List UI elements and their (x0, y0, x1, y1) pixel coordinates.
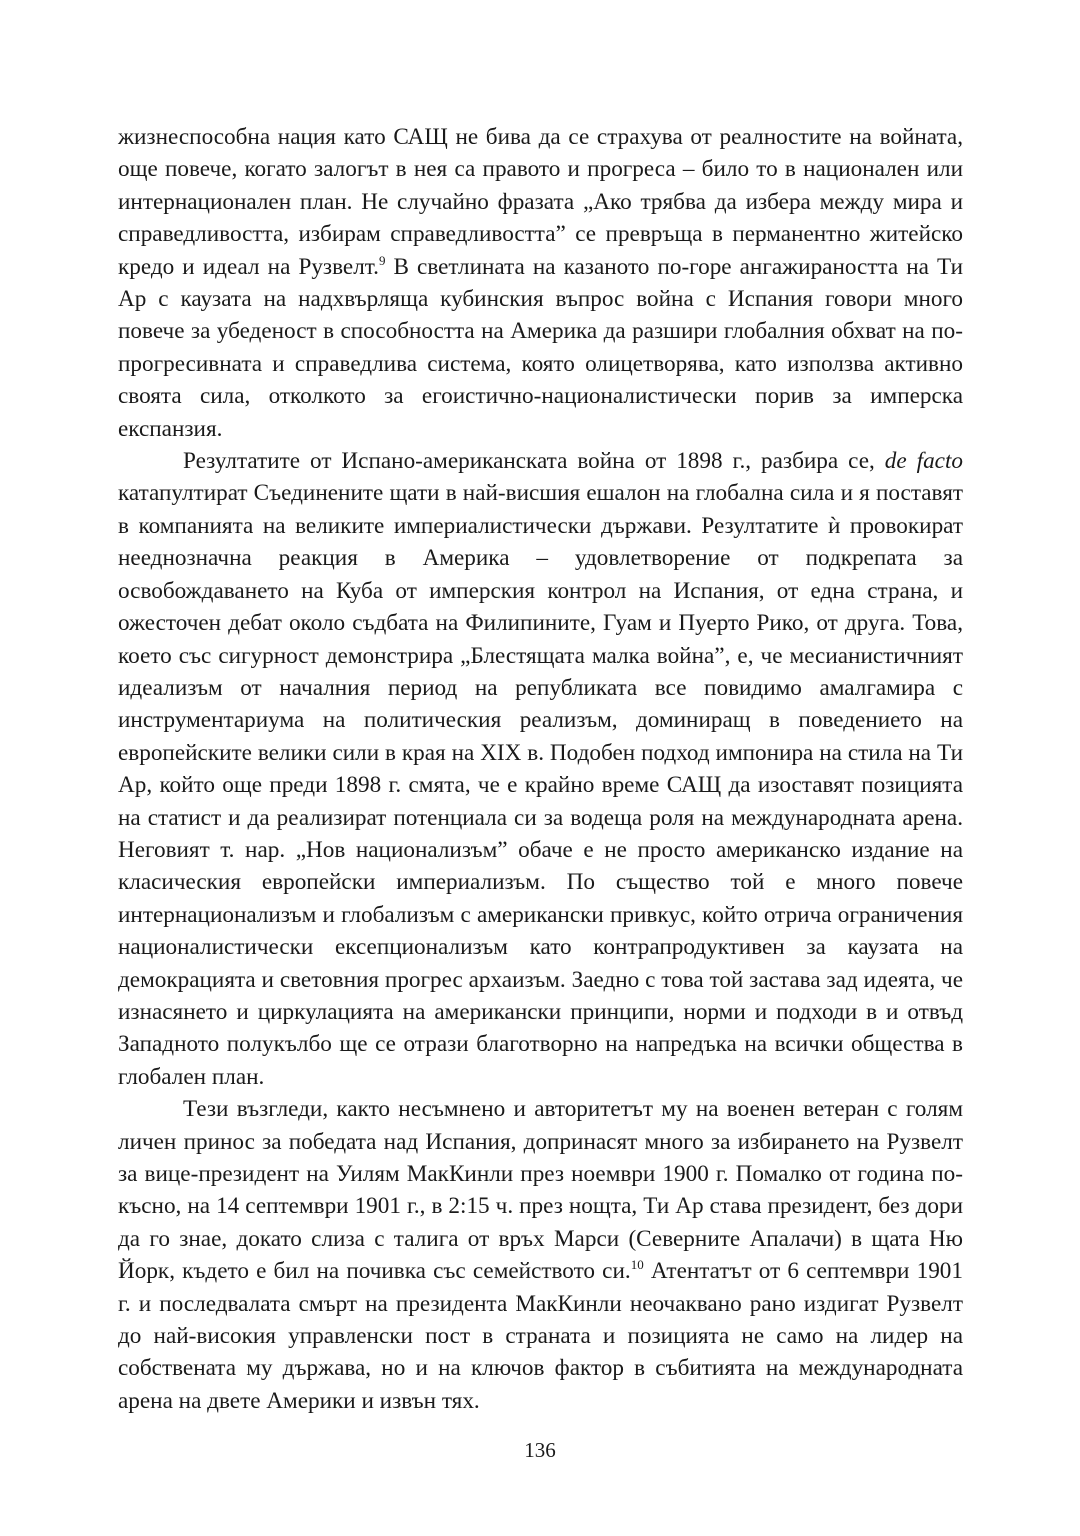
latin-phrase-de-facto: de facto (884, 448, 964, 475)
paragraph-3-text-a: Тези възгледи, както несъмнено и авторитетът му на военен ветеран с голям личен принос за победата над Испания, допринасят много за избирането на Рузвелт за вице-президент на Уилям МакКинли през ноември 1900 г. Помалко от година по-късно, на 14 септември 1901 г., в 2:15 ч. през нощта, Ти Ар става президент, без дори да го знае, докато слиза с талига от връх Марси (Северните Апалачи) в щата Ню Йорк, където е бил на почивка със семейството си. (118, 1096, 963, 1285)
document-page (118, 121, 963, 1417)
paragraph-3-text-b: Атентатът от 6 септември 1901 г. и последвалата смърт на президента МакКинли неочаквано рано издигат Рузвелт до най-високия управленски пост в страната и позицията не само на лидер на собствената му държава, но и на ключов фактор в събитията на международната арена на двете Америки и извън тях. (118, 1258, 963, 1414)
paragraph-3 (118, 1093, 963, 1417)
paragraph-2-text-b: катапултират Съединените щати в най-висшия ешалон на глобална сила и я поставят в компанията на великите империалистически държави. Резултатите ѝ провокират нееднозначна реакция в Америка – удовлетворение от подкрепата за освобождаването на Куба от имперския контрол на Испания, от една страна, и ожесточен дебат около съдбата на Филипините, Гуам и Пуерто Рико, от друга. Това, което със сигурност демонстрира „Блестящата малка война”, е, че месианистичният идеализъм от началния период на републиката все повидимо амалгамира с инструментариума на политическия реализъм, доминиращ в поведението на европейските велики сили в края на XIX в. Подобен подход импонира на стила на Ти Ар, който още преди 1898 г. смята, че е крайно време САЩ да изоставят позицията на статист и да реализират потенциала си за водеща роля на международната арена. Неговият т. нар. „Нов национализъм” обаче е не просто американско издание на класическия европейски империализъм. По същество той е много повече интернационализъм и глобализъм с американски привкус, който отрича ограничения националистически ексепционализъм като контрапродуктивен за каузата на демокрацията и световния прогрес архаизъм. Заедно с това той застава зад идеята, че изнасянето и циркулацията на американски принципи, норми и подходи в и отвъд Западното полукълбо ще се отрази благотворно на напредъка на всички общества в глобален план. (118, 480, 963, 1090)
page-number: 136 (524, 1438, 556, 1462)
paragraph-2-text-a: Резултатите от Испано-американската война от 1898 г., разбира се, (183, 448, 885, 475)
paragraph-1 (118, 121, 963, 445)
footnote-ref-9: 9 (378, 252, 386, 268)
paragraph-2 (118, 445, 963, 1093)
paragraph-1-text-b: В светлината на казаното по-горе ангажираността на Ти Ар с каузата на надхвърляща кубинския въпрос война с Испания говори много повече за убеденост в способността на Америка да разшири глобалния обхват на по-прогресивната и справедлива система, която олицетворява, като използва активно своята сила, отколкото за егоистично-националистически порив за имперска експанзия. (118, 253, 963, 442)
footnote-ref-10: 10 (630, 1257, 644, 1273)
paragraph-1-text-a: жизнеспособна нация като САЩ не бива да се страхува от реалностите на войната, още повече, когато залогът в нея са правото и прогреса – било то в национален или интернационален план. Не случайно фразата „Ако трябва да избера между мира и справедливостта, избирам справедливостта” се превръща в перманентно житейско кредо и идеал на Рузвелт. (118, 124, 963, 280)
